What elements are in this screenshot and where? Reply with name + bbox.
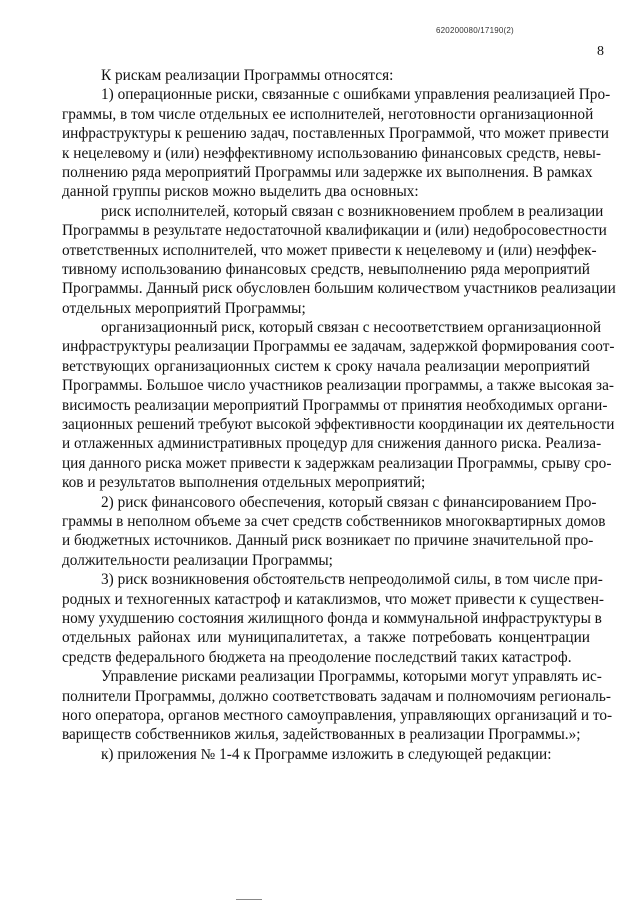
text-line: и бюджетных источников. Данный риск возникает по причине значительной про-	[62, 532, 594, 550]
text-line: зационных решений требуют высокой эффективности координации их деятельности	[62, 416, 615, 434]
text-line: организационный риск, который связан с несоответствием организационной	[101, 319, 602, 337]
text-line: ному ухудшению состояния жилищного фонда и коммунальной инфраструктуры в	[62, 609, 602, 627]
text-line: граммы в неполном объеме за счет средств собственников многоквартирных домов	[62, 512, 606, 530]
text-line: полнению ряда мероприятий Программы или задержке их выполнения. В рамках	[62, 163, 593, 181]
text-line: ков и результатов выполнения отдельных мероприятий;	[62, 474, 426, 492]
text-line: риск исполнителей, который связан с возникновением проблем в реализации	[101, 202, 604, 220]
text-line: к) приложения № 1-4 к Программе изложить в следующей редакции:	[101, 745, 552, 763]
text-line: тивному использованию финансовых средств, невыполнению ряда мероприятий	[62, 260, 590, 278]
text-line: Программы. Большое число участников реализации программы, а также высокая за-	[62, 377, 614, 395]
text-line: ветствующих организационных систем к сроку начала реализации мероприятий	[62, 357, 590, 375]
document-body	[62, 66, 616, 764]
text-line: 2) риск финансового обеспечения, который связан с финансированием Про-	[101, 493, 597, 511]
text-line: инфраструктуры реализации Программы ее задачам, задержкой формирования соот-	[62, 338, 615, 356]
text-line: ного оператора, органов местного самоуправления, управляющих организаций и то-	[62, 706, 613, 724]
text-line: вариществ собственников жилья, задействованных в реализации Программы.»;	[62, 726, 581, 744]
text-line: и отлаженных административных процедур для снижения данного риска. Реализа-	[62, 435, 602, 453]
text-line: висимость реализации мероприятий Программы от принятия необходимых органи-	[62, 396, 608, 414]
text-line: должительности реализации Программы;	[62, 551, 333, 569]
footer-mark	[236, 899, 262, 900]
text-line: данной группы рисков можно выделить два основных:	[62, 183, 419, 201]
document-id: 620200080/17190(2)	[436, 26, 514, 35]
text-line: К рискам реализации Программы относятся:	[101, 67, 394, 84]
text-line: граммы, в том числе отдельных ее исполнителей, неготовности организационной	[62, 105, 594, 123]
text-line: родных и техногенных катастроф и катаклизмов, что может привести к существен-	[62, 590, 605, 608]
text-line: инфраструктуры к решению задач, поставленных Программой, что может привести	[62, 125, 609, 143]
text-line: 3) риск возникновения обстоятельств непреодолимой силы, в том числе при-	[101, 571, 603, 589]
text-line: ответственных исполнителей, что может привести к нецелевому и (или) неэффек-	[62, 241, 597, 259]
text-line: отдельных районах или муниципалитетах, а также потребовать концентрации	[62, 629, 590, 647]
text-line: Программы в результате недостаточной квалификации и (или) недобросовестности	[62, 222, 607, 240]
text-line: Программы. Данный риск обусловлен большим количеством участников реализации	[62, 280, 616, 298]
text-line: полнители Программы, должно соответствовать задачам и полномочиям региональ-	[62, 687, 612, 705]
text-line: отдельных мероприятий Программы;	[62, 299, 306, 317]
text-line: 1) операционные риски, связанные с ошибками управления реализацией Про-	[101, 86, 611, 104]
text-line: Управление рисками реализации Программы, которыми могут управлять ис-	[101, 668, 602, 686]
text-line: средств федерального бюджета на преодоление последствий таких катастроф.	[62, 648, 572, 666]
page-number: 8	[597, 44, 604, 59]
text-line: к нецелевому и (или) неэффективному использованию финансовых средств, невы-	[62, 144, 601, 162]
text-line: ция данного риска может привести к задержкам реализации Программы, срыву сро-	[62, 454, 612, 472]
